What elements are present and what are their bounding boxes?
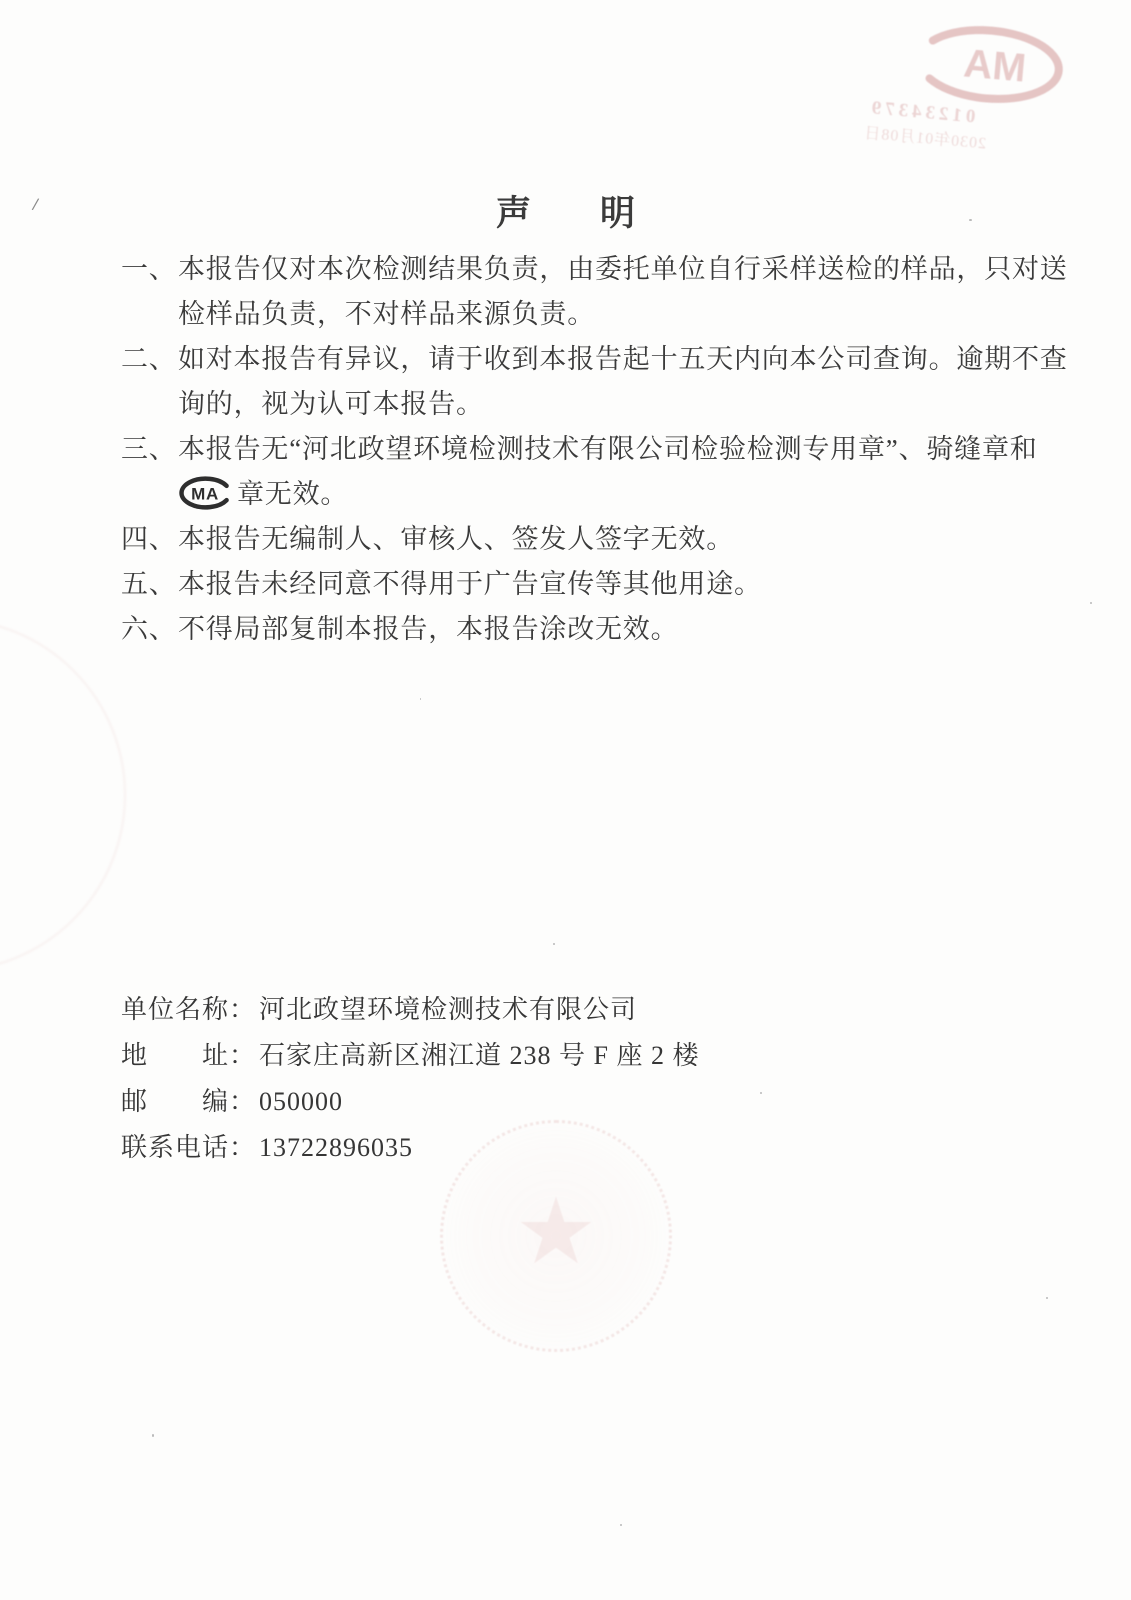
clause-2-line-1: 如对本报告有异议，请于收到本报告起十五天内向本公司查询。逾期不查 — [178, 344, 1068, 374]
clause-6-number: 六、 — [121, 614, 177, 644]
seal-star-icon: ★ — [514, 1178, 598, 1286]
clause-2-number: 二、 — [121, 344, 177, 374]
clause-2-line-2: 询的，视为认可本报告。 — [178, 389, 484, 419]
company-name-label: 单位名称： — [121, 995, 257, 1024]
phone-value: 13722896035 — [259, 1133, 413, 1162]
clause-2-text — [178, 337, 1068, 427]
address-row — [121, 1033, 699, 1079]
clause-6-text — [178, 607, 1021, 652]
address-label: 地 址： — [121, 1041, 257, 1070]
clause-3-line-1: 本报告无“河北政望环境检测技术有限公司检验检测专用章”、骑缝章和 — [178, 434, 1038, 464]
clause-2 — [121, 337, 1068, 427]
left-seal-arc-bleedthrough — [0, 618, 126, 972]
cma-stamp-number: 01234379 — [866, 97, 977, 128]
clause-1-line-2: 检样品负责，不对样品来源负责。 — [178, 299, 595, 329]
clause-3-text — [178, 427, 1038, 517]
clause-5-number: 五、 — [121, 569, 177, 599]
clause-1-number: 一、 — [121, 254, 177, 284]
clause-1 — [121, 247, 1068, 337]
title-char-2: 明 — [600, 194, 636, 233]
clause-1-text — [178, 247, 1068, 337]
scan-tick-artifact: / — [31, 194, 40, 214]
phone-label: 联系电话： — [121, 1133, 257, 1162]
address-value: 石家庄高新区湘江道 238 号 F 座 2 楼 — [259, 1041, 700, 1070]
clause-4 — [121, 517, 1021, 562]
postcode-row — [121, 1079, 699, 1125]
clause-4-number: 四、 — [121, 524, 177, 554]
cma-stamp-bleedthrough — [863, 11, 1079, 160]
phone-row — [121, 1125, 699, 1171]
cma-stamp-date: 2030年01月08日 — [862, 124, 987, 153]
clause-3 — [121, 427, 1038, 517]
page-title — [0, 186, 1131, 236]
clause-6-line-1: 不得局部复制本报告，本报告涂改无效。 — [178, 614, 679, 644]
clause-5-line-1: 本报告未经同意不得用于广告宣传等其他用途。 — [178, 569, 762, 599]
clause-5-text — [178, 562, 1021, 607]
clause-6 — [121, 607, 1021, 652]
statement-clauses — [121, 247, 1068, 652]
clause-1-line-1: 本报告仅对本次检测结果负责，由委托单位自行采样送检的样品，只对送 — [178, 254, 1068, 284]
clause-4-line-1: 本报告无编制人、审核人、签发人签字无效。 — [178, 524, 734, 554]
postcode-label: 邮 编： — [121, 1087, 257, 1116]
clause-3-number: 三、 — [121, 434, 177, 464]
cma-mark-letters: MA — [191, 484, 220, 504]
cma-stamp-letters: MA — [961, 41, 1028, 91]
cma-mark-icon — [178, 476, 234, 510]
contact-info — [121, 987, 699, 1171]
clause-5 — [121, 562, 1021, 607]
company-name-value: 河北政望环境检测技术有限公司 — [259, 995, 638, 1024]
clause-3-line-2-text: 章无效。 — [237, 479, 349, 509]
clause-4-text — [178, 517, 1021, 562]
postcode-value: 050000 — [259, 1087, 343, 1116]
clause-3-line-2 — [178, 472, 1038, 517]
cma-stamp-oval-icon — [910, 15, 1073, 112]
company-name-row — [121, 987, 699, 1033]
title-char-1: 声 — [495, 194, 531, 233]
